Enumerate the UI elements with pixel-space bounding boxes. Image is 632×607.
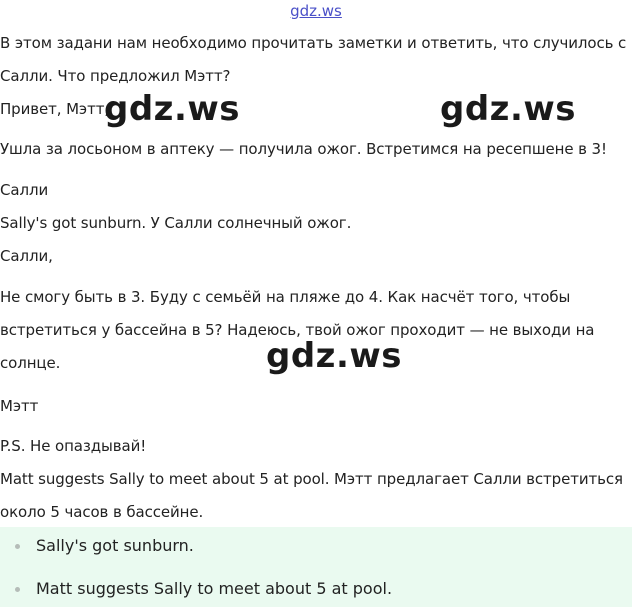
list-item — [0, 578, 632, 600]
text-line: встретиться у бассейна в 5? Надеюсь, твой ожог проходит — не выходи на — [0, 321, 595, 339]
text-line: Ушла за лосьоном в аптеку — получила ожог. Встретимся на ресепшене в 3! — [0, 140, 607, 158]
text-line: Мэтт — [0, 397, 39, 415]
answer-summary-box — [0, 527, 632, 607]
text-line: Салли — [0, 181, 49, 199]
text-line: Привет, Мэтт, — [0, 100, 110, 118]
list-item — [0, 535, 632, 557]
watermark-center: gdz.ws — [266, 336, 403, 376]
text-line: P.S. Не опаздывай! — [0, 437, 147, 455]
bullet-icon — [15, 544, 20, 549]
text-line: Не смогу быть в 3. Буду с семьёй на пляже до 4. Как насчёт того, чтобы — [0, 288, 571, 306]
site-header-link[interactable]: gdz.ws — [290, 2, 342, 20]
bullet-icon — [15, 587, 20, 592]
text-line: солнце. — [0, 354, 61, 372]
answer-text: Matt suggests Sally to meet about 5 at pool. — [36, 579, 393, 598]
text-line: Салли, — [0, 247, 53, 265]
text-line: Салли. Что предложил Мэтт? — [0, 67, 231, 85]
text-line: Sally's got sunburn. У Салли солнечный ожог. — [0, 214, 352, 232]
text-line: В этом задани нам необходимо прочитать заметки и ответить, что случилось с — [0, 34, 627, 52]
text-line: около 5 часов в бассейне. — [0, 503, 204, 521]
watermark-right: gdz.ws — [440, 89, 577, 129]
watermark-left: gdz.ws — [104, 89, 241, 129]
answer-text: Sally's got sunburn. — [36, 536, 194, 555]
text-line: Matt suggests Sally to meet about 5 at pool. Мэтт предлагает Салли встретиться — [0, 470, 623, 488]
